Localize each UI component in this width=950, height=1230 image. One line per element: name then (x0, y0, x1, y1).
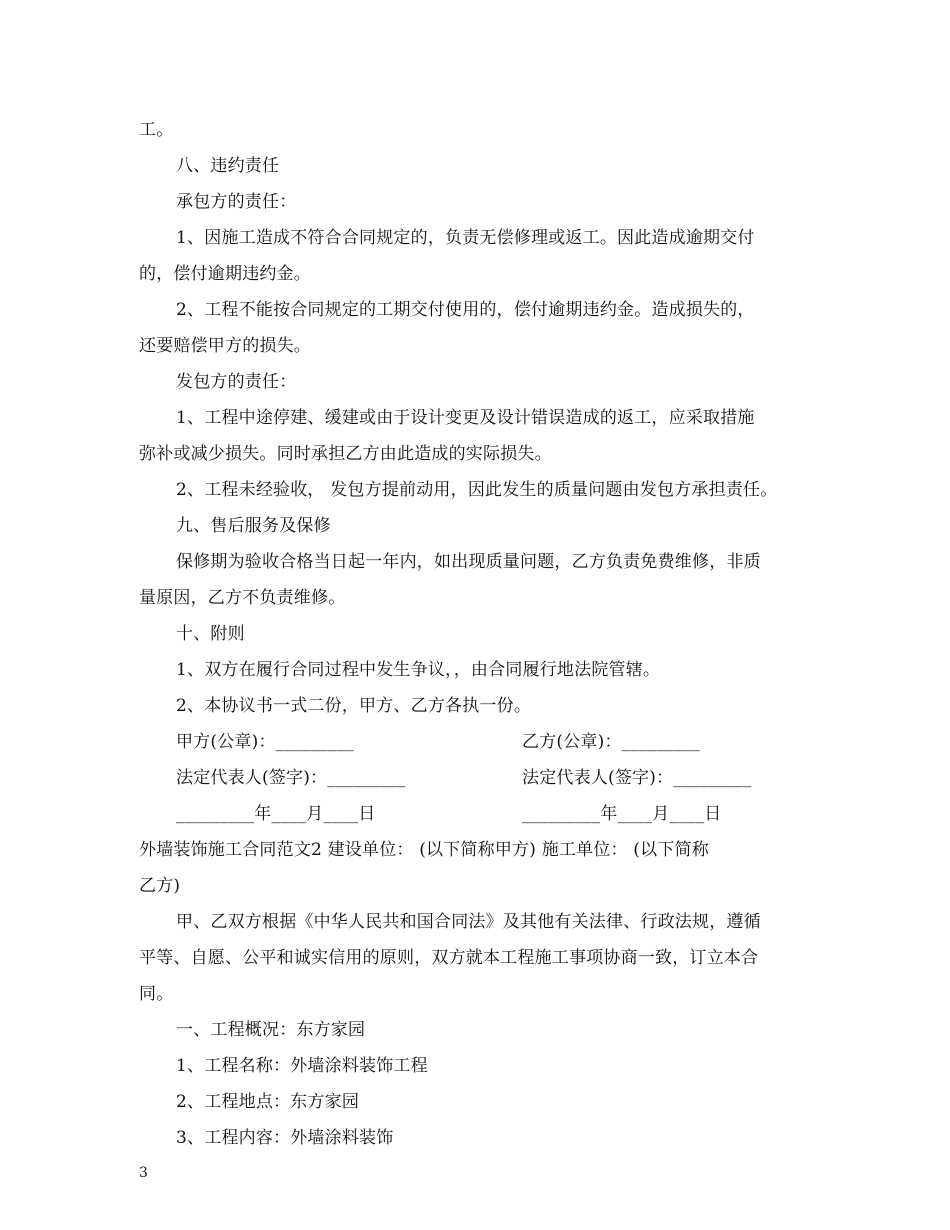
paragraph-line: 平等、自愿、公平和诚实信用的原则，双方就本工程施工事项协商一致，订立本合 (139, 948, 759, 968)
paragraph-line: 同。 (139, 984, 174, 1004)
paragraph-line: 弥补或减少损失。同时承担乙方由此造成的实际损失。 (139, 444, 552, 464)
paragraph-line: 还要赔偿甲方的损失。 (139, 336, 311, 356)
paragraph-line: 1、工程中途停建、缓建或由于设计变更及设计错误造成的返工，应采取措施 (176, 408, 755, 428)
list-item: 2、工程地点：东方家园 (176, 1092, 360, 1112)
subheading-client-liability: 发包方的责任： (176, 372, 297, 392)
section-heading-breach: 八、违约责任 (176, 156, 280, 176)
list-item: 1、工程名称：外墙涂料装饰工程 (176, 1056, 428, 1076)
party-b-seal-field: 乙方(公章)：_________ (522, 732, 700, 752)
paragraph-line: 乙方) (139, 876, 181, 896)
subheading-contractor-liability: 承包方的责任： (176, 192, 297, 212)
paragraph-line: 1、双方在履行合同过程中发生争议，，由合同履行地法院管辖。 (176, 660, 661, 680)
section-heading-appendix: 十、附则 (176, 624, 245, 644)
party-a-seal-field: 甲方(公章)：_________ (176, 732, 354, 752)
paragraph-line: 甲、乙双方根据《中华人民共和国合同法》及其他有关法律、行政法规，遵循 (176, 912, 761, 932)
paragraph-line: 工。 (139, 120, 174, 140)
section-heading-project-overview: 一、工程概况：东方家园 (176, 1020, 366, 1040)
section-heading-warranty: 九、售后服务及保修 (176, 516, 331, 536)
paragraph-line: 2、工程不能按合同规定的工期交付使用的，偿付逾期违约金。造成损失的， (176, 300, 755, 320)
paragraph-line: 1、因施工造成不符合合同规定的，负责无偿修理或返工。因此造成逾期交付 (176, 228, 755, 248)
paragraph-line: 量原因，乙方不负责维修。 (139, 588, 346, 608)
party-b-representative-field: 法定代表人(签字)：_________ (522, 768, 752, 788)
paragraph-line: 保修期为验收合格当日起一年内，如出现质量问题，乙方负责免费维修，非质 (176, 552, 761, 572)
list-item: 3、工程内容：外墙涂料装饰 (176, 1128, 394, 1148)
paragraph-line: 的，偿付逾期违约金。 (139, 264, 311, 284)
page-number: 3 (139, 1165, 148, 1181)
party-a-date-field: _________年____月____日 (176, 804, 376, 824)
party-a-representative-field: 法定代表人(签字)：_________ (176, 768, 406, 788)
paragraph-line: 2、本协议书一式二份，甲方、乙方各执一份。 (176, 696, 532, 716)
paragraph-line: 2、工程未经验收， 发包方提前动用，因此发生的质量问题由发包方承担责任。 (176, 480, 778, 500)
party-b-date-field: _________年____月____日 (522, 804, 722, 824)
contract-sample-title: 外墙装饰施工合同范文2 建设单位： (以下简称甲方) 施工单位： (以下简称 (139, 840, 709, 860)
